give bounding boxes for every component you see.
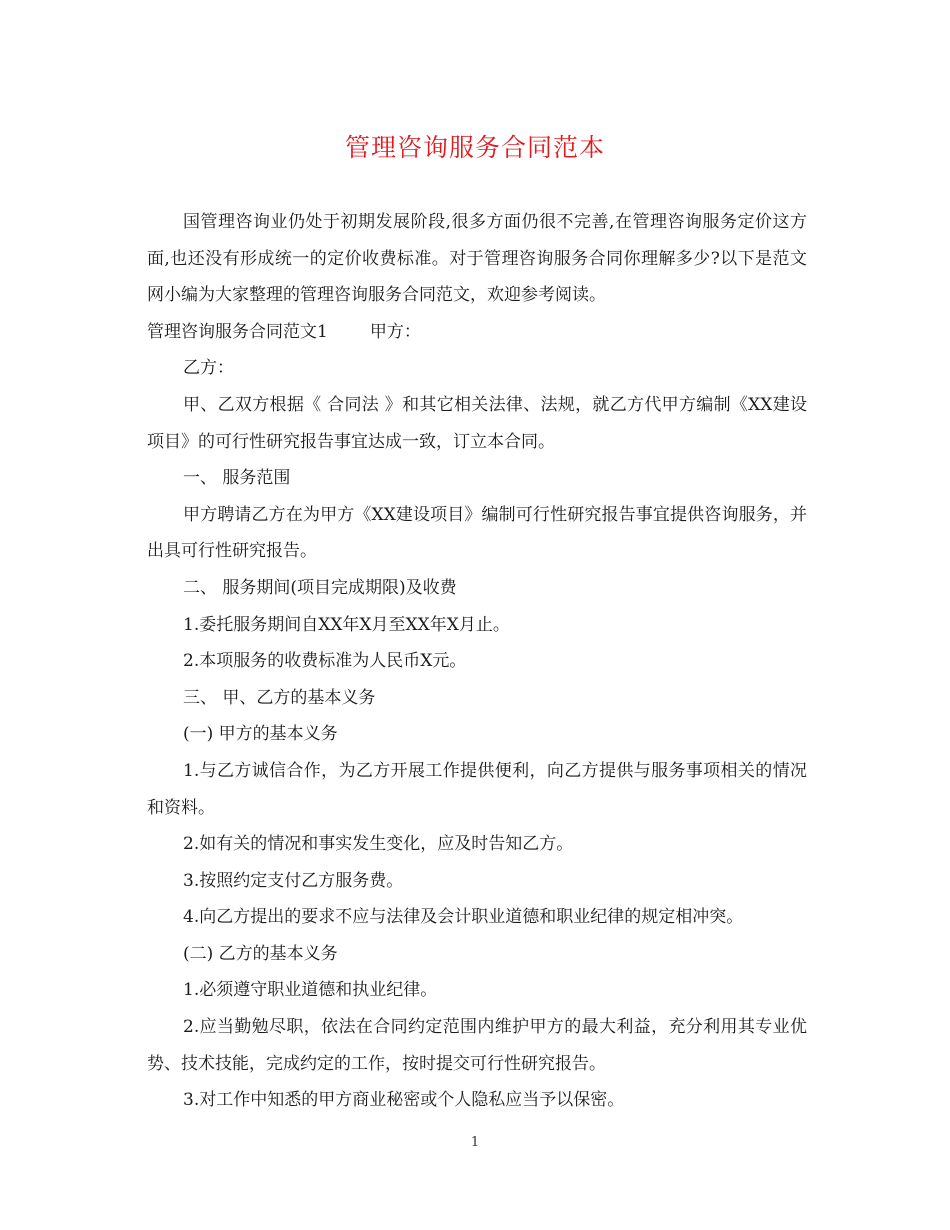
party-a-label: 甲方： xyxy=(369,321,421,342)
subsection-1-item-3: 3.按照约定支付乙方服务费。 xyxy=(183,870,404,891)
sample-heading-line xyxy=(147,314,807,351)
subsection-1-item-1: 1.与乙方诚信合作，为乙方开展工作提供便利，向乙方提供与服务事项相关的情况和资料。 xyxy=(147,760,807,818)
subsection-2-title: (二) 乙方的基本义务 xyxy=(183,943,338,964)
section-1-title: 一、 服务范围 xyxy=(183,468,291,489)
subsection-2-item-1: 1.必须遵守职业道德和执业纪律。 xyxy=(183,980,438,1001)
party-b-label: 乙方： xyxy=(183,358,234,379)
section-2-title: 二、 服务期间(项目完成期限)及收费 xyxy=(183,577,457,598)
section-3-title: 三、 甲、乙方的基本义务 xyxy=(183,687,376,708)
section-2-item-1: 1.委托服务期间自XX年X月至XX年X月止。 xyxy=(183,614,510,635)
subsection-1-title: (一) 甲方的基本义务 xyxy=(183,724,338,745)
page-number: 1 xyxy=(470,1135,480,1150)
section-2-item-2: 2.本项服务的收费标准为人民币X元。 xyxy=(183,651,467,672)
subsection-1-item-4: 4.向乙方提出的要求不应与法律及会计职业道德和职业纪律的规定相冲突。 xyxy=(183,907,744,928)
subsection-1-item-2: 2.如有关的情况和事实发生变化，应及时告知乙方。 xyxy=(183,834,574,855)
document-body xyxy=(147,204,807,1119)
subsection-2-item-3: 3.对工作中知悉的甲方商业秘密或个人隐私应当予以保密。 xyxy=(183,1090,625,1111)
sample-heading: 管理咨询服务合同范文1 xyxy=(147,321,328,342)
agreement-paragraph: 甲、乙双方根据《 合同法 》和其它相关法律、法规，就乙方代甲方编制《XX建设项目》的可行性研究报告事宜达成一致，订立本合同。 xyxy=(147,394,807,452)
subsection-2-item-2: 2.应当勤勉尽职，依法在合同约定范围内维护甲方的最大利益，充分利用其专业优势、技术技能，完成约定的工作，按时提交可行性研究报告。 xyxy=(147,1017,807,1074)
document-title: 管理咨询服务合同范本 xyxy=(344,133,605,162)
section-1-text: 甲方聘请乙方在为甲方《XX建设项目》编制可行性研究报告事宜提供咨询服务，并出具可行性研究报告。 xyxy=(147,504,807,562)
intro-paragraph: 国管理咨询业仍处于初期发展阶段,很多方面仍很不完善,在管理咨询服务定价这方面,也还没有形成统一的定价收费标准。对于管理咨询服务合同你理解多少?以下是范文网小编为大家整理的管理咨询服务合同范文，欢迎参考阅读。 xyxy=(147,212,807,306)
